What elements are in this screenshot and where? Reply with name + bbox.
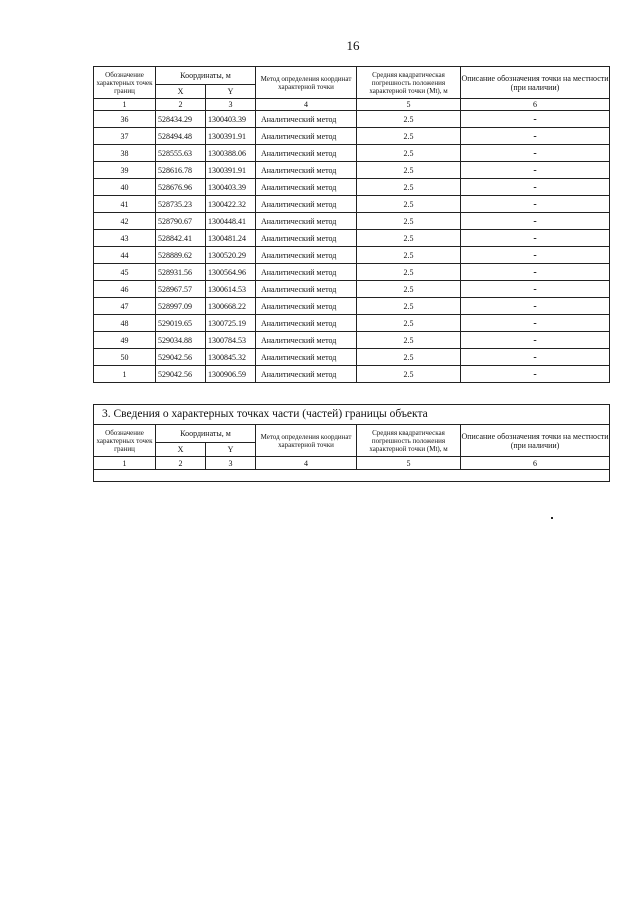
section3-title: 3. Сведения о характерных точках части (частей) границы объекта xyxy=(94,405,610,425)
header-error: Средняя квадратическая погрешность положения характерной точки (Mt), м xyxy=(357,67,461,99)
header-description: Описание обозначения точки на местности (при наличии) xyxy=(461,67,610,99)
s3-header-error: Средняя квадратическая погрешность положения характерной точки (Mt), м xyxy=(357,425,461,457)
point-cell: 41 xyxy=(94,196,156,213)
point-cell: 43 xyxy=(94,230,156,247)
error-cell: 2.5 xyxy=(357,315,461,332)
description-cell: - xyxy=(461,264,610,281)
y-cell: 1300403.39 xyxy=(206,179,256,196)
header-method: Метод определения координат характерной точки xyxy=(256,67,357,99)
error-cell: 2.5 xyxy=(357,162,461,179)
description-cell: - xyxy=(461,366,610,383)
point-cell: 40 xyxy=(94,179,156,196)
point-cell: 50 xyxy=(94,349,156,366)
header-coords: Координаты, м xyxy=(156,67,256,85)
header-y: Y xyxy=(206,85,256,99)
error-cell: 2.5 xyxy=(357,145,461,162)
error-cell: 2.5 xyxy=(357,349,461,366)
error-cell: 2.5 xyxy=(357,281,461,298)
method-cell: Аналитический метод xyxy=(256,349,357,366)
table-row xyxy=(94,145,610,162)
y-cell: 1300388.06 xyxy=(206,145,256,162)
y-cell: 1300391.91 xyxy=(206,128,256,145)
method-cell: Аналитический метод xyxy=(256,179,357,196)
error-cell: 2.5 xyxy=(357,264,461,281)
description-cell: - xyxy=(461,247,610,264)
description-cell: - xyxy=(461,179,610,196)
table-row xyxy=(94,281,610,298)
s3-empty-row xyxy=(94,470,610,482)
point-cell: 39 xyxy=(94,162,156,179)
table-row xyxy=(94,349,610,366)
description-cell: - xyxy=(461,196,610,213)
error-cell: 2.5 xyxy=(357,332,461,349)
y-cell: 1300422.32 xyxy=(206,196,256,213)
table-row xyxy=(94,128,610,145)
y-cell: 1300564.96 xyxy=(206,264,256,281)
point-cell: 42 xyxy=(94,213,156,230)
error-cell: 2.5 xyxy=(357,179,461,196)
description-cell: - xyxy=(461,111,610,128)
error-cell: 2.5 xyxy=(357,213,461,230)
column-number: 3 xyxy=(206,99,256,111)
error-cell: 2.5 xyxy=(357,196,461,213)
y-cell: 1300845.32 xyxy=(206,349,256,366)
column-number: 1 xyxy=(94,99,156,111)
column-number: 4 xyxy=(256,99,357,111)
x-cell: 528790.67 xyxy=(156,213,206,230)
s3-header-method: Метод определения координат характерной точки xyxy=(256,425,357,457)
s3-header-point-label: Обозначение характерных точек границ xyxy=(94,425,156,457)
method-cell: Аналитический метод xyxy=(256,315,357,332)
section3-table xyxy=(93,404,610,482)
x-cell: 529042.56 xyxy=(156,366,206,383)
y-cell: 1300448.41 xyxy=(206,213,256,230)
error-cell: 2.5 xyxy=(357,128,461,145)
table-row xyxy=(94,179,610,196)
description-cell: - xyxy=(461,332,610,349)
x-cell: 528494.48 xyxy=(156,128,206,145)
description-cell: - xyxy=(461,145,610,162)
method-cell: Аналитический метод xyxy=(256,230,357,247)
page-number: 16 xyxy=(346,38,360,53)
y-cell: 1300403.39 xyxy=(206,111,256,128)
method-cell: Аналитический метод xyxy=(256,298,357,315)
description-cell: - xyxy=(461,315,610,332)
x-cell: 528889.62 xyxy=(156,247,206,264)
method-cell: Аналитический метод xyxy=(256,145,357,162)
s3-column-number: 4 xyxy=(256,457,357,470)
column-number: 6 xyxy=(461,99,610,111)
column-number: 5 xyxy=(357,99,461,111)
table-row xyxy=(94,264,610,281)
x-cell: 528555.63 xyxy=(156,145,206,162)
error-cell: 2.5 xyxy=(357,247,461,264)
method-cell: Аналитический метод xyxy=(256,332,357,349)
description-cell: - xyxy=(461,281,610,298)
method-cell: Аналитический метод xyxy=(256,128,357,145)
table-row xyxy=(94,213,610,230)
s3-column-number: 2 xyxy=(156,457,206,470)
table-row xyxy=(94,196,610,213)
s3-header-y: Y xyxy=(206,443,256,457)
table-row xyxy=(94,332,610,349)
point-cell: 36 xyxy=(94,111,156,128)
description-cell: - xyxy=(461,128,610,145)
table-row xyxy=(94,162,610,179)
header-point-label: Обозначение характерных точек границ xyxy=(94,67,156,99)
point-cell: 38 xyxy=(94,145,156,162)
y-cell: 1300725.19 xyxy=(206,315,256,332)
s3-header-coords: Координаты, м xyxy=(156,425,256,443)
point-cell: 46 xyxy=(94,281,156,298)
method-cell: Аналитический метод xyxy=(256,247,357,264)
s3-column-number: 6 xyxy=(461,457,610,470)
table-row xyxy=(94,247,610,264)
point-cell: 49 xyxy=(94,332,156,349)
s3-header-x: X xyxy=(156,443,206,457)
table-row xyxy=(94,298,610,315)
error-cell: 2.5 xyxy=(357,230,461,247)
x-cell: 528997.09 xyxy=(156,298,206,315)
s3-column-number: 3 xyxy=(206,457,256,470)
error-cell: 2.5 xyxy=(357,298,461,315)
s3-column-number: 5 xyxy=(357,457,461,470)
x-cell: 528842.41 xyxy=(156,230,206,247)
method-cell: Аналитический метод xyxy=(256,162,357,179)
method-cell: Аналитический метод xyxy=(256,264,357,281)
y-cell: 1300784.53 xyxy=(206,332,256,349)
y-cell: 1300391.91 xyxy=(206,162,256,179)
point-cell: 1 xyxy=(94,366,156,383)
point-cell: 37 xyxy=(94,128,156,145)
point-cell: 44 xyxy=(94,247,156,264)
table-row xyxy=(94,366,610,383)
table-row xyxy=(94,315,610,332)
table-row xyxy=(94,111,610,128)
description-cell: - xyxy=(461,162,610,179)
method-cell: Аналитический метод xyxy=(256,111,357,128)
y-cell: 1300906.59 xyxy=(206,366,256,383)
method-cell: Аналитический метод xyxy=(256,196,357,213)
y-cell: 1300668.22 xyxy=(206,298,256,315)
table-row xyxy=(94,230,610,247)
x-cell: 529042.56 xyxy=(156,349,206,366)
x-cell: 529034.88 xyxy=(156,332,206,349)
x-cell: 528434.29 xyxy=(156,111,206,128)
description-cell: - xyxy=(461,349,610,366)
column-number: 2 xyxy=(156,99,206,111)
method-cell: Аналитический метод xyxy=(256,281,357,298)
s3-header-description: Описание обозначения точки на местности (при наличии) xyxy=(461,425,610,457)
y-cell: 1300481.24 xyxy=(206,230,256,247)
description-cell: - xyxy=(461,230,610,247)
method-cell: Аналитический метод xyxy=(256,366,357,383)
description-cell: - xyxy=(461,213,610,230)
scan-speck xyxy=(551,517,553,519)
s3-column-number: 1 xyxy=(94,457,156,470)
point-cell: 45 xyxy=(94,264,156,281)
x-cell: 528735.23 xyxy=(156,196,206,213)
x-cell: 528676.96 xyxy=(156,179,206,196)
error-cell: 2.5 xyxy=(357,111,461,128)
header-x: X xyxy=(156,85,206,99)
x-cell: 528931.56 xyxy=(156,264,206,281)
error-cell: 2.5 xyxy=(357,366,461,383)
point-cell: 48 xyxy=(94,315,156,332)
x-cell: 529019.65 xyxy=(156,315,206,332)
boundary-points-table xyxy=(93,66,610,383)
point-cell: 47 xyxy=(94,298,156,315)
description-cell: - xyxy=(461,298,610,315)
y-cell: 1300614.53 xyxy=(206,281,256,298)
x-cell: 528967.57 xyxy=(156,281,206,298)
x-cell: 528616.78 xyxy=(156,162,206,179)
y-cell: 1300520.29 xyxy=(206,247,256,264)
method-cell: Аналитический метод xyxy=(256,213,357,230)
